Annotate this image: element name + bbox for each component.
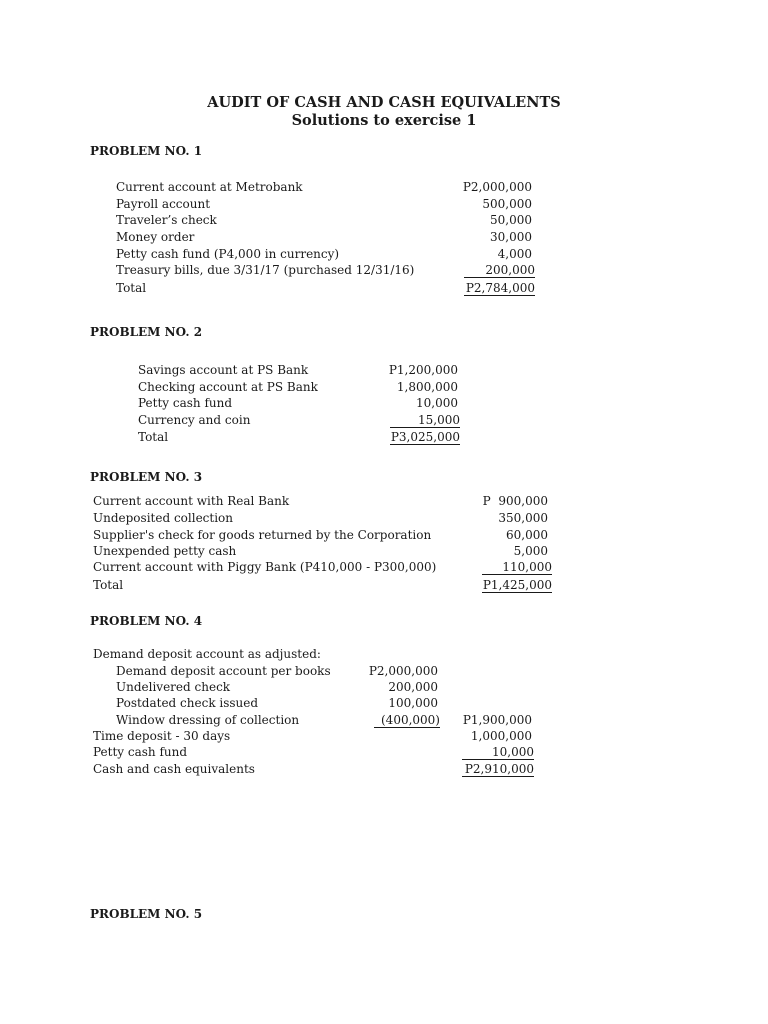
row-amount: 500,000 <box>482 197 532 211</box>
row-label: Demand deposit account as adjusted: <box>93 647 321 661</box>
row-amount-subtotal: P1,900,000 <box>462 713 532 727</box>
problem-5-heading: PROBLEM NO. 5 <box>90 907 203 921</box>
row-label: Savings account at PS Bank <box>138 363 309 377</box>
row-amount: 350,000 <box>498 511 548 525</box>
row-amount: 10,000 <box>462 744 534 760</box>
row-amount: 1,000,000 <box>470 729 532 743</box>
row-label: Petty cash fund (P4,000 in currency) <box>116 247 340 261</box>
row-label: Current account with Real Bank <box>93 494 290 508</box>
row-label: Checking account at PS Bank <box>138 380 318 394</box>
row-amount-total: P2,910,000 <box>462 761 534 777</box>
row-label: Supplier's check for goods returned by the Corporation <box>93 528 432 542</box>
row-amount-total: P3,025,000 <box>390 430 460 444</box>
problem-4-heading: PROBLEM NO. 4 <box>90 614 203 628</box>
row-label: Petty cash fund <box>93 745 188 759</box>
row-label: Window dressing of collection <box>116 713 300 727</box>
row-label: Currency and coin <box>138 413 251 427</box>
row-label: Cash and cash equivalents <box>93 762 255 776</box>
row-label: Undelivered check <box>116 680 231 694</box>
row-amount: 30,000 <box>490 230 532 244</box>
row-label: Petty cash fund <box>138 396 233 410</box>
row-amount: 100,000 <box>388 696 438 710</box>
row-label: Undeposited collection <box>93 511 234 525</box>
row-amount: 1,800,000 <box>396 380 458 394</box>
row-amount: 5,000 <box>513 544 548 558</box>
row-amount: 4,000 <box>497 247 532 261</box>
row-label: Payroll account <box>116 197 211 211</box>
row-amount-total: P2,784,000 <box>465 281 535 295</box>
row-amount: P2,000,000 <box>462 180 532 194</box>
row-label: Total <box>138 430 169 444</box>
row-amount: P2,000,000 <box>368 664 438 678</box>
document-subtitle: Solutions to exercise 1 <box>291 112 477 129</box>
problem-1-heading: PROBLEM NO. 1 <box>90 144 203 158</box>
row-amount-total: P1,425,000 <box>482 578 552 592</box>
row-label: Postdated check issued <box>116 696 259 710</box>
row-label: Current account at Metrobank <box>116 180 303 194</box>
row-amount: P 900,000 <box>482 494 548 508</box>
row-label: Time deposit - 30 days <box>93 729 231 743</box>
row-amount: 200,000 <box>388 680 438 694</box>
row-label: Treasury bills, due 3/31/17 (purchased 12/31/16) <box>116 263 415 277</box>
row-amount: 60,000 <box>506 528 548 542</box>
row-amount: 15,000 <box>390 412 460 428</box>
problem-3-heading: PROBLEM NO. 3 <box>90 470 203 484</box>
problem-2-heading: PROBLEM NO. 2 <box>90 325 203 339</box>
document-title: AUDIT OF CASH AND CASH EQUIVALENTS <box>207 94 561 111</box>
row-label: Unexpended petty cash <box>93 544 237 558</box>
row-amount: P1,200,000 <box>388 363 458 377</box>
row-label: Demand deposit account per books <box>116 664 331 678</box>
row-amount: (400,000) <box>374 712 440 728</box>
row-amount: 50,000 <box>490 213 532 227</box>
row-label: Money order <box>116 230 195 244</box>
row-amount: 200,000 <box>464 262 535 278</box>
row-amount: 110,000 <box>482 559 552 575</box>
row-label: Total <box>93 578 124 592</box>
row-amount: 10,000 <box>416 396 458 410</box>
row-label: Traveler’s check <box>116 213 217 227</box>
row-label: Current account with Piggy Bank (P410,000 - P300,000) <box>93 560 437 574</box>
row-label: Total <box>116 281 147 295</box>
